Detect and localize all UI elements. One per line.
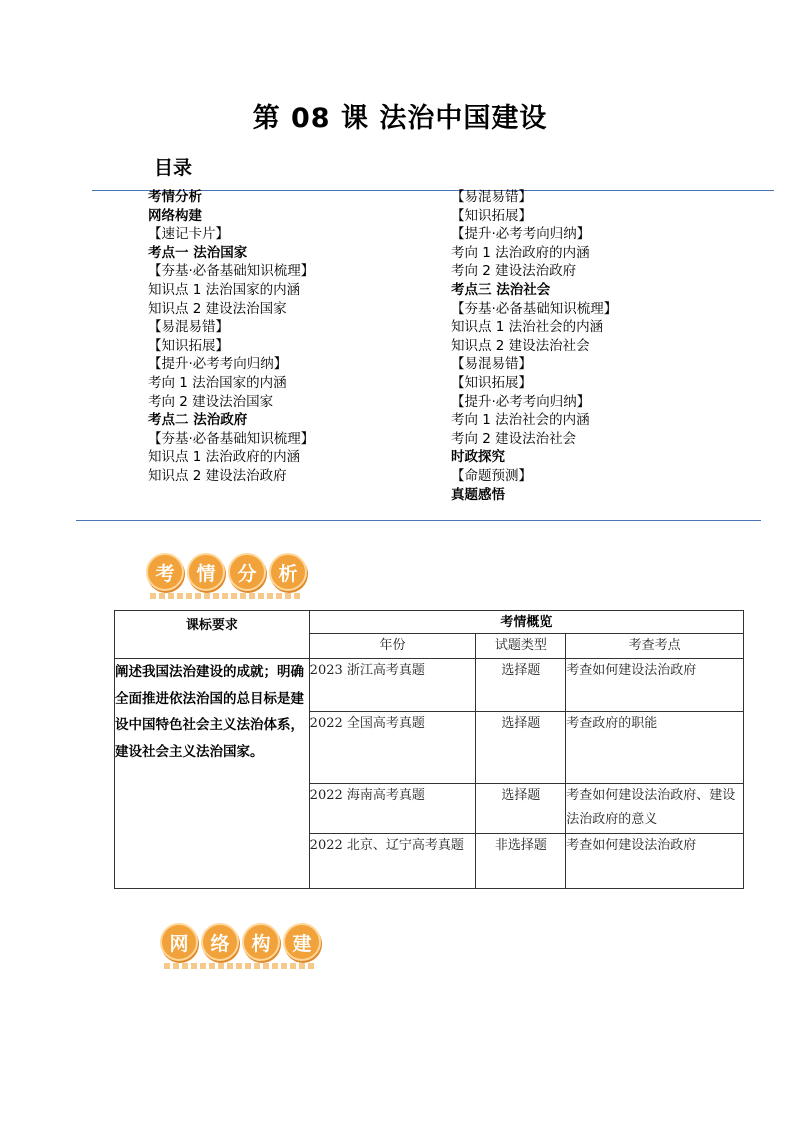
toc-entry[interactable]: 【命题预测】 — [451, 467, 532, 484]
toc-entry[interactable]: 【提升·必考考向归纳】 — [451, 226, 591, 243]
toc-entry[interactable]: 网络构建 — [148, 207, 202, 224]
row-year: 2022 北京、辽宁高考真题 — [309, 834, 476, 889]
section-badge-network — [160, 923, 321, 961]
badge-char: 络 — [201, 923, 239, 961]
col-header-overview: 考情概览 — [309, 611, 743, 634]
toc-entry[interactable]: 考情分析 — [148, 189, 202, 205]
row-year: 2022 海南高考真题 — [309, 784, 476, 834]
row-point: 考查如何建设法治政府 — [566, 659, 744, 712]
badge-char: 考 — [146, 553, 184, 591]
toc-entry[interactable]: 考向 2 建设法治国家 — [148, 393, 274, 410]
toc-right-column — [451, 188, 617, 504]
row-type: 非选择题 — [476, 834, 566, 889]
col-header-requirement: 课标要求 — [115, 611, 310, 659]
badge-char: 网 — [160, 923, 198, 961]
badge-underline — [150, 593, 303, 599]
toc-entry[interactable]: 考向 1 法治国家的内涵 — [148, 374, 287, 391]
row-point: 考查如何建设法治政府、建设法治政府的意义 — [566, 784, 744, 834]
toc-entry[interactable]: 【知识拓展】 — [451, 374, 532, 391]
toc-entry[interactable]: 【易混易错】 — [451, 356, 532, 373]
toc-entry[interactable]: 知识点 1 法治政府的内涵 — [148, 449, 301, 466]
toc-entry[interactable]: 【夯基·必备基础知识梳理】 — [148, 430, 315, 447]
toc-entry[interactable]: 知识点 2 建设法治国家 — [148, 300, 287, 317]
toc-entry[interactable]: 考向 2 建设法治社会 — [451, 430, 577, 447]
toc-entry[interactable]: 【速记卡片】 — [148, 226, 229, 243]
toc-entry[interactable]: 【夯基·必备基础知识梳理】 — [451, 300, 618, 317]
exam-analysis-table — [114, 610, 744, 889]
toc-entry[interactable]: 时政探究 — [451, 449, 505, 466]
toc-entry[interactable]: 考向 2 建设法治政府 — [451, 263, 577, 280]
requirement-text: 阐述我国法治建设的成就；明确全面推进依法治国的总目标是建设中国特色社会主义法治体系，建设社会主义法治国家。 — [115, 659, 310, 889]
sub-header-type: 试题类型 — [476, 634, 566, 659]
row-type: 选择题 — [476, 712, 566, 784]
toc-entry[interactable]: 【知识拓展】 — [148, 337, 229, 354]
badge-char: 情 — [187, 553, 225, 591]
toc-entry[interactable]: 【知识拓展】 — [451, 207, 532, 224]
toc-entry[interactable]: 知识点 1 法治社会的内涵 — [451, 319, 604, 336]
toc-entry[interactable]: 真题感悟 — [451, 486, 505, 503]
row-year: 2022 全国高考真题 — [309, 712, 476, 784]
section-badge-analysis — [146, 553, 307, 591]
toc-entry[interactable]: 考向 1 法治政府的内涵 — [451, 244, 590, 261]
badge-underline — [164, 963, 317, 969]
row-type: 选择题 — [476, 784, 566, 834]
row-point: 考查如何建设法治政府 — [566, 834, 744, 889]
sub-header-year: 年份 — [309, 634, 476, 659]
toc-entry[interactable]: 知识点 2 建设法治社会 — [451, 337, 590, 354]
toc-entry[interactable]: 考点一 法治国家 — [148, 244, 248, 261]
badge-char: 建 — [283, 923, 321, 961]
toc-entry[interactable]: 【夯基·必备基础知识梳理】 — [148, 263, 315, 280]
toc-entry[interactable]: 【易混易错】 — [148, 319, 229, 336]
page-title: 第 08 课 法治中国建设 — [252, 103, 548, 134]
toc-entry[interactable]: 考向 1 法治社会的内涵 — [451, 412, 590, 429]
toc-entry[interactable]: 考点三 法治社会 — [451, 281, 551, 298]
toc-entry[interactable]: 【提升·必考考向归纳】 — [451, 393, 591, 410]
toc-entry[interactable]: 知识点 2 建设法治政府 — [148, 467, 287, 484]
badge-char: 构 — [242, 923, 280, 961]
badge-char: 析 — [269, 553, 307, 591]
toc-entry[interactable]: 考点二 法治政府 — [148, 412, 248, 429]
toc-heading: 目录 — [154, 157, 193, 179]
row-year: 2023 浙江高考真题 — [309, 659, 476, 712]
toc-left-column — [148, 188, 314, 486]
toc-bottom-divider — [76, 520, 761, 521]
sub-header-point: 考查考点 — [566, 634, 744, 659]
toc-entry[interactable]: 【提升·必考考向归纳】 — [148, 356, 288, 373]
toc-entry[interactable]: 知识点 1 法治国家的内涵 — [148, 281, 301, 298]
toc-entry[interactable]: 【易混易错】 — [451, 189, 532, 205]
row-type: 选择题 — [476, 659, 566, 712]
badge-char: 分 — [228, 553, 266, 591]
row-point: 考查政府的职能 — [566, 712, 744, 784]
